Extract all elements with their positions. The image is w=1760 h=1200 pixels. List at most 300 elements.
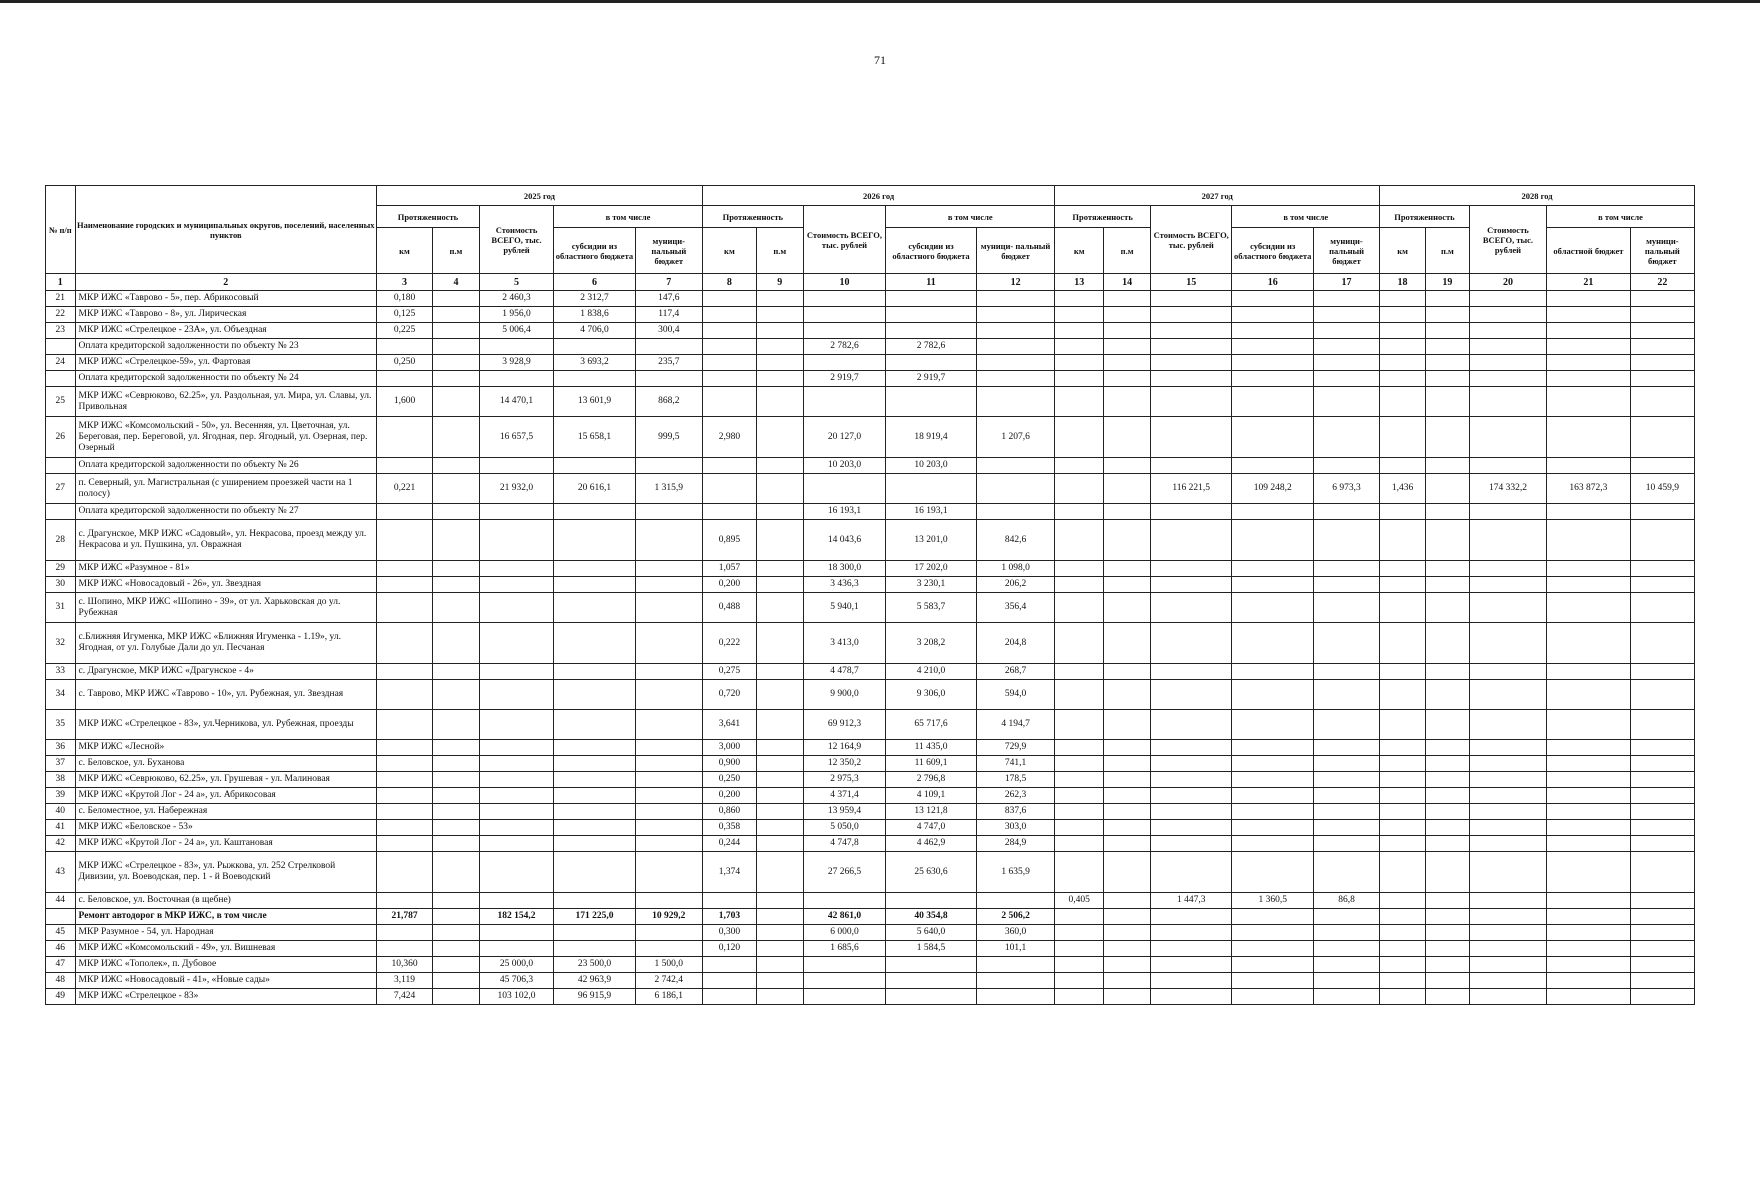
cell-value	[1104, 941, 1151, 957]
cell-value	[803, 973, 885, 989]
cell-value	[1104, 458, 1151, 474]
cell-value	[1630, 893, 1694, 909]
cell-value	[377, 893, 433, 909]
cell-value: 13 601,9	[554, 387, 635, 417]
cell-value	[1055, 577, 1104, 593]
cell-value	[1151, 772, 1232, 788]
row-name: Оплата кредиторской задолженности по объекту № 27	[75, 504, 376, 520]
cell-value	[635, 756, 702, 772]
cell-value	[1104, 973, 1151, 989]
cell-value: 1,057	[702, 561, 756, 577]
cell-value	[433, 957, 480, 973]
cell-value	[554, 893, 635, 909]
row-number: 35	[46, 710, 76, 740]
cell-value: 9 900,0	[803, 680, 885, 710]
cell-value	[433, 820, 480, 836]
cell-value	[1055, 623, 1104, 664]
header-regional: областной бюджет	[1547, 228, 1631, 274]
cell-value	[1151, 957, 1232, 973]
cell-value	[1380, 577, 1426, 593]
cell-value	[886, 323, 977, 339]
cell-value	[433, 740, 480, 756]
cell-value	[1104, 957, 1151, 973]
cell-value	[433, 756, 480, 772]
cell-value	[1055, 804, 1104, 820]
row-number: 32	[46, 623, 76, 664]
row-name: МКР ИЖС «Лесной»	[75, 740, 376, 756]
cell-value	[1380, 593, 1426, 623]
header-year-2028: 2028 год	[1380, 186, 1695, 206]
cell-value	[1055, 387, 1104, 417]
cell-value	[976, 339, 1054, 355]
cell-value	[1232, 740, 1313, 756]
cell-value	[1380, 623, 1426, 664]
cell-value	[479, 680, 553, 710]
cell-value	[479, 339, 553, 355]
cell-value	[1425, 355, 1469, 371]
cell-value	[1425, 664, 1469, 680]
cell-value	[635, 852, 702, 893]
cell-value	[433, 371, 480, 387]
cell-value	[1469, 893, 1546, 909]
cell-value: 0,200	[702, 577, 756, 593]
cell-value: 4 109,1	[886, 788, 977, 804]
cell-value	[1104, 788, 1151, 804]
cell-value: 13 959,4	[803, 804, 885, 820]
cell-value: 4 478,7	[803, 664, 885, 680]
cell-value	[702, 323, 756, 339]
cell-value	[1547, 504, 1631, 520]
header-including: в том числе	[554, 206, 703, 228]
cell-value	[433, 836, 480, 852]
cell-value	[377, 710, 433, 740]
row-number: 38	[46, 772, 76, 788]
cell-value	[1104, 593, 1151, 623]
cell-value	[1232, 561, 1313, 577]
cell-value	[1055, 852, 1104, 893]
cell-value	[702, 458, 756, 474]
cell-value	[1469, 291, 1546, 307]
cell-value	[1380, 291, 1426, 307]
cell-value: 18 919,4	[886, 417, 977, 458]
row-name: Ремонт автодорог в МКР ИЖС, в том числе	[75, 909, 376, 925]
cell-value	[479, 561, 553, 577]
cell-value	[702, 989, 756, 1005]
cell-value: 204,8	[976, 623, 1054, 664]
cell-value: 2 796,8	[886, 772, 977, 788]
cell-value	[554, 577, 635, 593]
cell-value	[1104, 804, 1151, 820]
cell-value	[1232, 417, 1313, 458]
cell-value	[1104, 710, 1151, 740]
cell-value	[1425, 836, 1469, 852]
table-row	[46, 291, 1695, 307]
cell-value: 1 838,6	[554, 307, 635, 323]
cell-value	[635, 371, 702, 387]
cell-value	[1055, 417, 1104, 458]
row-name: МКР ИЖС «Крутой Лог - 24 а», ул. Каштановая	[75, 836, 376, 852]
cell-value	[635, 893, 702, 909]
cell-value	[1547, 458, 1631, 474]
cell-value	[554, 820, 635, 836]
cell-value: 0,200	[702, 788, 756, 804]
table-row	[46, 307, 1695, 323]
cell-value	[433, 989, 480, 1005]
cell-value	[1380, 909, 1426, 925]
cell-value: 13 121,8	[886, 804, 977, 820]
cell-value	[433, 339, 480, 355]
cell-value: 101,1	[976, 941, 1054, 957]
cell-value: 182 154,2	[479, 909, 553, 925]
cell-value	[1104, 577, 1151, 593]
cell-value	[1151, 909, 1232, 925]
cell-value	[1313, 740, 1379, 756]
cell-value	[1630, 458, 1694, 474]
cell-value	[1055, 925, 1104, 941]
cell-value	[1232, 680, 1313, 710]
cell-value	[1380, 989, 1426, 1005]
cell-value	[756, 836, 803, 852]
cell-value	[377, 371, 433, 387]
cell-value	[479, 520, 553, 561]
cell-value	[377, 836, 433, 852]
cell-value	[554, 458, 635, 474]
cell-value	[1313, 820, 1379, 836]
cell-value	[1104, 387, 1151, 417]
cell-value	[1151, 417, 1232, 458]
cell-value	[1425, 561, 1469, 577]
table-row	[46, 820, 1695, 836]
cell-value	[635, 836, 702, 852]
cell-value	[1547, 577, 1631, 593]
cell-value	[433, 925, 480, 941]
cell-value	[1313, 941, 1379, 957]
cell-value	[1380, 820, 1426, 836]
header-length: Протяженность	[377, 206, 480, 228]
cell-value: 23 500,0	[554, 957, 635, 973]
cell-value	[976, 355, 1054, 371]
row-number: 37	[46, 756, 76, 772]
header-length: Протяженность	[1380, 206, 1470, 228]
cell-value	[1151, 710, 1232, 740]
cell-value	[756, 680, 803, 710]
cell-value	[803, 291, 885, 307]
header-pm: п.м	[1425, 228, 1469, 274]
cell-value: 2 919,7	[803, 371, 885, 387]
cell-value	[1547, 291, 1631, 307]
cell-value: 262,3	[976, 788, 1054, 804]
cell-value: 10,360	[377, 957, 433, 973]
cell-value: 1,703	[702, 909, 756, 925]
cell-value	[1630, 836, 1694, 852]
cell-value	[1630, 355, 1694, 371]
row-number: 31	[46, 593, 76, 623]
cell-value	[1104, 520, 1151, 561]
cell-value	[377, 740, 433, 756]
cell-value: 1 447,3	[1151, 893, 1232, 909]
header-year-2027: 2027 год	[1055, 186, 1380, 206]
table-row	[46, 925, 1695, 941]
cell-value: 2 506,2	[976, 909, 1054, 925]
cell-value	[1547, 788, 1631, 804]
cell-value	[702, 957, 756, 973]
header-municipal: муници- пальный бюджет	[1313, 228, 1379, 274]
cell-value	[756, 387, 803, 417]
cell-value	[756, 804, 803, 820]
cell-value	[1380, 417, 1426, 458]
cell-value	[1469, 371, 1546, 387]
cell-value	[1547, 623, 1631, 664]
cell-value	[554, 772, 635, 788]
cell-value	[1313, 772, 1379, 788]
cell-value: 4 747,8	[803, 836, 885, 852]
table-row	[46, 458, 1695, 474]
cell-value: 206,2	[976, 577, 1054, 593]
cell-value	[1630, 772, 1694, 788]
cell-value	[702, 307, 756, 323]
cell-value	[1232, 520, 1313, 561]
cell-value	[1425, 680, 1469, 710]
row-name: Оплата кредиторской задолженности по объекту № 24	[75, 371, 376, 387]
cell-value	[635, 339, 702, 355]
cell-value: 4 210,0	[886, 664, 977, 680]
cell-value	[1104, 836, 1151, 852]
column-number: 19	[1425, 274, 1469, 291]
cell-value	[1232, 772, 1313, 788]
cell-value	[1104, 893, 1151, 909]
column-number: 22	[1630, 274, 1694, 291]
cell-value: 3 208,2	[886, 623, 977, 664]
cell-value	[1630, 593, 1694, 623]
cell-value	[1151, 788, 1232, 804]
cell-value	[1151, 925, 1232, 941]
cell-value: 20 616,1	[554, 474, 635, 504]
cell-value	[433, 941, 480, 957]
row-number: 36	[46, 740, 76, 756]
cell-value	[886, 291, 977, 307]
table-row	[46, 973, 1695, 989]
row-number: 26	[46, 417, 76, 458]
cell-value	[377, 561, 433, 577]
cell-value	[1469, 804, 1546, 820]
cell-value: 163 872,3	[1547, 474, 1631, 504]
cell-value	[1547, 756, 1631, 772]
row-number	[46, 371, 76, 387]
cell-value: 0,860	[702, 804, 756, 820]
column-number: 17	[1313, 274, 1379, 291]
cell-value	[1469, 623, 1546, 664]
cell-value	[377, 664, 433, 680]
header-cost: Стоимость ВСЕГО, тыс. рублей	[1469, 206, 1546, 274]
row-number: 30	[46, 577, 76, 593]
cell-value: 2 975,3	[803, 772, 885, 788]
row-number	[46, 339, 76, 355]
cell-value	[1313, 836, 1379, 852]
cell-value	[1151, 593, 1232, 623]
cell-value	[1425, 740, 1469, 756]
cell-value: 4 194,7	[976, 710, 1054, 740]
table-row	[46, 989, 1695, 1005]
cell-value	[1232, 989, 1313, 1005]
cell-value	[635, 680, 702, 710]
cell-value	[1104, 561, 1151, 577]
row-number: 22	[46, 307, 76, 323]
cell-value	[1232, 623, 1313, 664]
cell-value	[635, 504, 702, 520]
cell-value: 14 470,1	[479, 387, 553, 417]
cell-value	[1104, 664, 1151, 680]
cell-value	[377, 804, 433, 820]
header-including: в том числе	[1547, 206, 1695, 228]
cell-value	[803, 893, 885, 909]
cell-value	[1547, 820, 1631, 836]
cell-value	[1380, 680, 1426, 710]
cell-value: 5 583,7	[886, 593, 977, 623]
header-year-2025: 2025 год	[377, 186, 703, 206]
cell-value: 117,4	[635, 307, 702, 323]
cell-value: 1,374	[702, 852, 756, 893]
column-number: 7	[635, 274, 702, 291]
cell-value	[1151, 291, 1232, 307]
cell-value	[1151, 323, 1232, 339]
cell-value	[886, 387, 977, 417]
cell-value: 3 230,1	[886, 577, 977, 593]
cell-value	[756, 504, 803, 520]
cell-value: 9 306,0	[886, 680, 977, 710]
cell-value	[1425, 788, 1469, 804]
cell-value	[1055, 520, 1104, 561]
header-km: км	[377, 228, 433, 274]
row-name: МКР Разумное - 54, ул. Народная	[75, 925, 376, 941]
cell-value: 2 919,7	[886, 371, 977, 387]
row-name: МКР ИЖС «Таврово - 8», ул. Лирическая	[75, 307, 376, 323]
cell-value	[554, 941, 635, 957]
cell-value: 0,250	[377, 355, 433, 371]
row-number: 49	[46, 989, 76, 1005]
cell-value	[1055, 756, 1104, 772]
table-row	[46, 804, 1695, 820]
cell-value	[756, 577, 803, 593]
cell-value	[1232, 307, 1313, 323]
cell-value	[1313, 756, 1379, 772]
column-number-row	[46, 274, 1695, 291]
cell-value	[1151, 577, 1232, 593]
cell-value	[1055, 788, 1104, 804]
cell-value	[1547, 925, 1631, 941]
cell-value: 0,405	[1055, 893, 1104, 909]
cell-value	[1547, 740, 1631, 756]
header-km: км	[702, 228, 756, 274]
cell-value: 5 640,0	[886, 925, 977, 941]
cell-value: 45 706,3	[479, 973, 553, 989]
table-row	[46, 339, 1695, 355]
cell-value	[1425, 909, 1469, 925]
cell-value	[1232, 941, 1313, 957]
cell-value	[635, 941, 702, 957]
cell-value	[756, 893, 803, 909]
cell-value	[1425, 417, 1469, 458]
cell-value: 174 332,2	[1469, 474, 1546, 504]
cell-value	[479, 772, 553, 788]
cell-value	[1151, 458, 1232, 474]
cell-value	[1469, 504, 1546, 520]
cell-value: 6 000,0	[803, 925, 885, 941]
cell-value: 116 221,5	[1151, 474, 1232, 504]
cell-value	[803, 957, 885, 973]
cell-value	[377, 852, 433, 893]
cell-value	[1547, 836, 1631, 852]
cell-value	[433, 593, 480, 623]
header-km: км	[1055, 228, 1104, 274]
header-subsidy: субсидии из областного бюджета	[886, 228, 977, 274]
table-row	[46, 355, 1695, 371]
cell-value: 1 584,5	[886, 941, 977, 957]
cell-value: 2 782,6	[886, 339, 977, 355]
cell-value	[554, 339, 635, 355]
cell-value	[433, 561, 480, 577]
cell-value	[554, 804, 635, 820]
cell-value	[433, 893, 480, 909]
cell-value	[1151, 561, 1232, 577]
cell-value	[433, 664, 480, 680]
cell-value	[756, 989, 803, 1005]
cell-value	[976, 387, 1054, 417]
cell-value	[479, 371, 553, 387]
row-name: МКР ИЖС «Стрелецкое - 23А», ул. Объездная	[75, 323, 376, 339]
cell-value	[1055, 458, 1104, 474]
cell-value	[756, 623, 803, 664]
cell-value	[1232, 387, 1313, 417]
cell-value	[1232, 788, 1313, 804]
row-number: 34	[46, 680, 76, 710]
cell-value	[1232, 371, 1313, 387]
table-row	[46, 788, 1695, 804]
cell-value	[1630, 788, 1694, 804]
cell-value	[1313, 909, 1379, 925]
cell-value	[756, 339, 803, 355]
cell-value	[479, 504, 553, 520]
cell-value	[1313, 291, 1379, 307]
cell-value: 0,275	[702, 664, 756, 680]
header-length: Протяженность	[702, 206, 803, 228]
cell-value	[1380, 520, 1426, 561]
cell-value	[886, 474, 977, 504]
cell-value: 42 861,0	[803, 909, 885, 925]
cell-value	[1547, 593, 1631, 623]
cell-value	[377, 941, 433, 957]
cell-value: 20 127,0	[803, 417, 885, 458]
cell-value	[1469, 339, 1546, 355]
column-number: 9	[756, 274, 803, 291]
cell-value: 0,488	[702, 593, 756, 623]
cell-value: 0,358	[702, 820, 756, 836]
cell-value: 25 000,0	[479, 957, 553, 973]
cell-value	[1469, 323, 1546, 339]
row-number: 25	[46, 387, 76, 417]
cell-value	[1630, 820, 1694, 836]
cell-value	[1425, 852, 1469, 893]
table-row	[46, 371, 1695, 387]
cell-value: 4 747,0	[886, 820, 977, 836]
cell-value	[1104, 623, 1151, 664]
cell-value	[1630, 664, 1694, 680]
header-cost: Стоимость ВСЕГО, тыс. рублей	[1151, 206, 1232, 274]
cell-value	[479, 941, 553, 957]
cell-value: 0,300	[702, 925, 756, 941]
table-row	[46, 474, 1695, 504]
cell-value	[1469, 307, 1546, 323]
row-name: МКР ИЖС «Стрелецкое-59», ул. Фартовая	[75, 355, 376, 371]
